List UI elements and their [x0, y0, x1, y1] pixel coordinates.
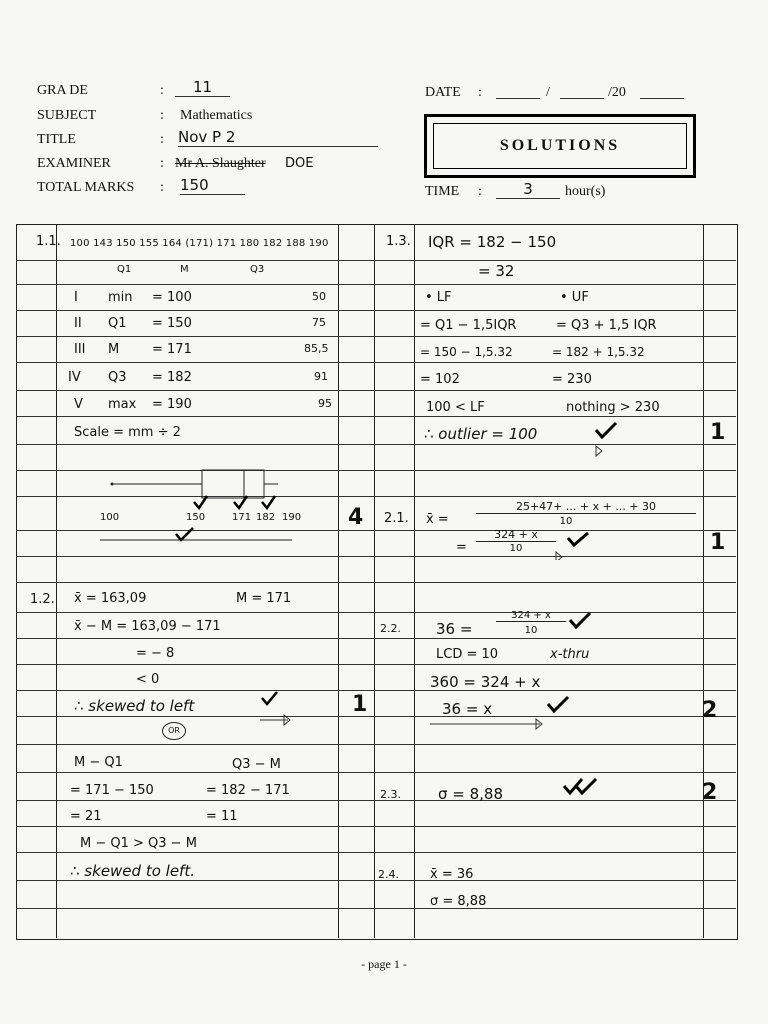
tick-mark-icon: [194, 496, 207, 508]
tick-mark-icon: [570, 613, 590, 627]
total-marks-colon: :: [160, 180, 164, 195]
time-unit: hour(s): [565, 184, 606, 199]
time-colon: :: [478, 184, 482, 199]
date-year: /20: [608, 85, 626, 100]
mean-formula-numerator: 25+47+ ... + x + ... + 30: [476, 500, 696, 514]
time-value: 3: [496, 180, 560, 199]
axis-182: 182: [256, 512, 276, 523]
date-colon: :: [478, 85, 482, 100]
title-colon: :: [160, 132, 164, 147]
row-1-value: = 100: [152, 290, 192, 305]
lf-value: = 102: [420, 372, 460, 387]
mean-2-4: x̄ = 36: [430, 867, 474, 882]
lf-compare: 100 < LF: [426, 400, 485, 415]
mark-2-2: 2: [702, 698, 718, 723]
solutions-title: SOLUTIONS: [499, 137, 621, 154]
conclusion-1-ticks: [260, 690, 330, 730]
eq-ticks: [568, 610, 608, 634]
solutions-box: [424, 114, 696, 178]
x-thru-note: x-thru: [550, 647, 590, 662]
m-minus-q1: M − Q1: [74, 755, 123, 770]
tick-mark-icon: [548, 697, 568, 711]
q-2-1: 2.1.: [384, 511, 409, 526]
left-mark-line: [338, 224, 339, 938]
row-5-scaled: 95: [318, 397, 332, 410]
uf-formula: = Q3 + 1,5 IQR: [556, 318, 657, 333]
ruled-line: [16, 744, 736, 745]
title-label: TITLE: [37, 132, 76, 147]
ruled-line: [16, 852, 736, 853]
ruled-line: [16, 416, 736, 417]
std-dev-2-4: σ = 8,88: [430, 894, 487, 909]
row-4-name: Q3: [108, 370, 127, 385]
right-margin-line: [414, 224, 415, 938]
or-circle: OR: [162, 722, 186, 740]
tick-mark-icon: [262, 692, 277, 704]
ruled-line: [16, 716, 736, 717]
ruled-line: [16, 310, 736, 311]
ruled-line: [16, 284, 736, 285]
examiner-value: DOE: [285, 156, 314, 171]
row-2-value: = 150: [152, 316, 192, 331]
date-day-blank: [496, 98, 540, 99]
arrow-icon: [556, 552, 562, 560]
q3-minus-m-result: = 11: [206, 809, 238, 824]
q3-label: Q3: [250, 264, 265, 275]
subject-colon: :: [160, 108, 164, 123]
right-mark-line: [703, 224, 704, 938]
box-whisker-plot: [100, 462, 330, 552]
q-1-1: 1.1.: [36, 234, 61, 249]
date-year-blank: [640, 98, 684, 99]
mean-formula-denominator: 10: [559, 516, 573, 527]
ruled-line: [16, 390, 736, 391]
ruled-line: [16, 362, 736, 363]
ruled-line: [16, 880, 736, 881]
ruled-line: [16, 260, 736, 261]
comparison: M − Q1 > Q3 − M: [80, 836, 197, 851]
row-3-name: M: [108, 342, 120, 357]
ruled-line: [16, 612, 736, 613]
examiner-colon: :: [160, 156, 164, 171]
mean-value: x̄ = 163,09: [74, 591, 147, 606]
uf-compare: nothing > 230: [566, 400, 660, 415]
scale-note: Scale = mm ÷ 2: [74, 425, 181, 440]
ruled-line: [16, 800, 736, 801]
eq-line-3: 360 = 324 + x: [430, 673, 541, 691]
row-2-scaled: 75: [312, 316, 326, 329]
q-1-2: 1.2.: [30, 592, 55, 607]
mean-formula-eq: =: [456, 540, 467, 555]
ruled-line: [16, 638, 736, 639]
time-label: TIME: [425, 184, 460, 199]
row-5-name: max: [108, 397, 137, 412]
std-dev-value: σ = 8,88: [438, 785, 504, 803]
mean-simplified-denominator: 10: [509, 543, 523, 554]
uf-value: = 230: [552, 372, 592, 387]
row-2-num: II: [74, 316, 82, 331]
m-minus-q1-result: = 21: [70, 809, 102, 824]
ruled-line: [16, 690, 736, 691]
uf-label: • UF: [560, 290, 589, 305]
mark-1-1: 4: [348, 505, 364, 530]
std-dev-ticks: [562, 774, 612, 804]
subject-label: SUBJECT: [37, 108, 97, 123]
grade-value: 11: [175, 78, 230, 97]
row-5-value: = 190: [152, 397, 192, 412]
q-2-2: 2.2.: [380, 622, 401, 635]
row-4-value: = 182: [152, 370, 192, 385]
difference-line: x̄ − M = 163,09 − 171: [74, 619, 221, 634]
q3-minus-m-calc: = 182 − 171: [206, 783, 290, 798]
ruled-line: [16, 908, 736, 909]
q-1-3: 1.3.: [386, 234, 411, 249]
center-line: [374, 224, 375, 938]
title-value: Nov P 2: [178, 128, 378, 147]
row-1-scaled: 50: [312, 290, 326, 303]
eq-line-1-denominator: 10: [524, 625, 538, 636]
row-1-num: I: [74, 290, 78, 305]
lf-substitution: = 150 − 1,5.32: [420, 345, 513, 359]
lf-label: • LF: [425, 290, 452, 305]
page-number: - page 1 -: [361, 957, 407, 971]
ruled-line: [16, 772, 736, 773]
row-5-num: V: [74, 397, 83, 412]
outlier-ticks: [594, 420, 634, 460]
tick-mark-icon: [176, 528, 193, 540]
subject-value: Mathematics: [180, 108, 253, 123]
box: [202, 470, 264, 498]
q-2-3: 2.3.: [380, 788, 401, 801]
grade-colon: :: [160, 83, 164, 98]
row-4-num: IV: [68, 370, 81, 385]
total-marks-value: 150: [180, 176, 245, 195]
ruled-line: [16, 826, 736, 827]
row-4-scaled: 91: [314, 370, 328, 383]
eq-line-4: 36 = x: [442, 700, 493, 718]
mean-formula-lhs: x̄ =: [426, 512, 449, 527]
grade-label: GRA DE: [37, 83, 88, 98]
examiner-struck: Mr A. Slaughter: [175, 156, 266, 171]
m-minus-q1-calc: = 171 − 150: [70, 783, 154, 798]
ruled-line: [16, 664, 736, 665]
q-2-4: 2.4.: [378, 868, 399, 881]
ruled-line: [16, 582, 736, 583]
uf-substitution: = 182 + 1,5.32: [552, 345, 645, 359]
examiner-label: EXAMINER: [37, 156, 111, 171]
min-point: [111, 483, 114, 486]
row-1-name: min: [108, 290, 133, 305]
q1-label: Q1: [117, 264, 132, 275]
axis-100: 100: [100, 512, 120, 523]
outlier-conclusion: ∴ outlier = 100: [424, 425, 538, 443]
date-label: DATE: [425, 85, 461, 100]
tick-mark-icon: [596, 423, 616, 437]
m-label: M: [180, 264, 189, 275]
row-3-scaled: 85,5: [304, 342, 329, 355]
difference-result: = − 8: [136, 646, 175, 661]
date-sep: /: [546, 85, 550, 100]
mean-ticks: [554, 530, 604, 560]
axis-190: 190: [282, 512, 302, 523]
total-marks-label: TOTAL MARKS: [37, 180, 135, 195]
median-value: M = 171: [236, 591, 292, 606]
axis-171: 171: [232, 512, 252, 523]
data-row: 100 143 150 155 164 (171) 171 180 182 188 190: [70, 238, 329, 249]
left-margin-line: [56, 224, 57, 938]
conclusion-2: ∴ skewed to left.: [70, 862, 195, 880]
iqr-line-2: = 32: [478, 262, 515, 280]
mark-1-3: 1: [710, 420, 726, 445]
eq-line-1-numerator: 324 + x: [496, 610, 566, 622]
mark-1-2: 1: [352, 692, 368, 717]
row-3-value: = 171: [152, 342, 192, 357]
less-than-zero: < 0: [136, 672, 160, 687]
arrow-icon: [596, 446, 602, 456]
row-2-name: Q1: [108, 316, 127, 331]
iqr-line-1: IQR = 182 − 150: [428, 233, 557, 251]
eq-line-1-lhs: 36 =: [436, 620, 473, 638]
eq-final-ticks: [430, 694, 610, 730]
q3-minus-m: Q3 − M: [232, 757, 281, 772]
tick-mark-icon: [568, 533, 588, 545]
date-month-blank: [560, 98, 604, 99]
row-3-num: III: [74, 342, 86, 357]
mark-2-3: 2: [702, 780, 718, 805]
conclusion-1: ∴ skewed to left: [74, 697, 195, 715]
mean-simplified-numerator: 324 + x: [476, 528, 556, 542]
lcd-line: LCD = 10: [436, 647, 499, 662]
lf-formula: = Q1 − 1,5IQR: [420, 318, 517, 333]
axis-150: 150: [186, 512, 206, 523]
ruled-line: [16, 336, 736, 337]
ruled-line: [16, 556, 736, 557]
mark-2-1: 1: [710, 530, 726, 555]
